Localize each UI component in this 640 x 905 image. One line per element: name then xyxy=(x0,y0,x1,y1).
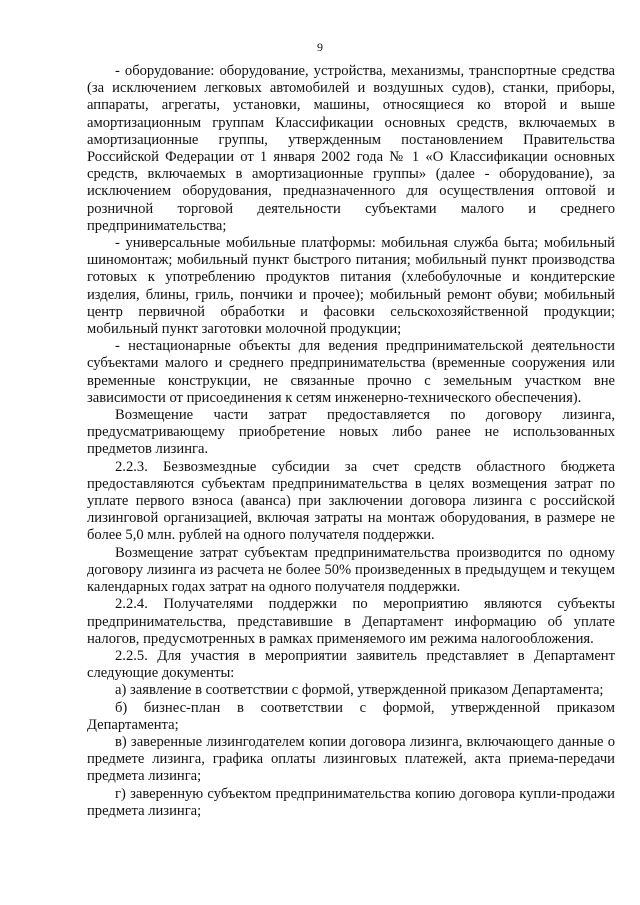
list-item-a: а) заявление в соответствии с формой, утвержденной приказом Департамента; xyxy=(115,682,604,699)
list-item-v: в) заверенные лизингодателем копии договора лизинга, включающего данные о предмете лизинга, графика оплаты лизинговых платежей, акта приема-передачи предмета лизинга; xyxy=(87,733,615,785)
paragraph-equipment: - оборудование: оборудование, устройства, механизмы, транспортные средства (за исключением легковых автомобилей и воздушных судов), станки, приборы, аппараты, агрегаты, установки, машины, относящиеся ко второй и выше амортизационным группам Классификации основных средств, включаемых в амортизационные группы, утвержденным постановлением Правительства Российской Федерации от 1 января 2002 года № 1 «О Классификации основных средств, включаемых в амортизационные группы» (далее - оборудование), за исключением оборудования, предназначенного для осуществления оптовой и розничной торговой деятельности субъектами малого и среднего предпринимательства; xyxy=(87,63,615,234)
list-item-b: б) бизнес-план в соответствии с формой, утвержденной приказом Департамента; xyxy=(87,699,615,733)
list-item-g: г) заверенную субъектом предпринимательства копию договора купли-продажи предмета лизинга; xyxy=(87,785,615,819)
paragraph-2-2-4: 2.2.4. Получателями поддержки по мероприятию являются субъекты предпринимательства, представившие в Департамент информацию об уплате налогов, предусмотренных в рамках применяемого им режима налогообложения. xyxy=(87,596,615,647)
paragraph-2-2-5: 2.2.5. Для участия в мероприятии заявитель представляет в Департамент следующие документы: xyxy=(87,647,615,682)
document-body xyxy=(87,63,615,820)
paragraph-nonstationary-objects: - нестационарные объекты для ведения предпринимательской деятельности субъектами малого и среднего предпринимательства (временные сооружения или временные конструкции, не связанные прочно с земельным участком вне зависимости от присоединения к сетям инженерно-технического обеспечения). xyxy=(87,338,615,406)
paragraph-mobile-platforms: - универсальные мобильные платформы: мобильная служба быта; мобильный шиномонтаж; мобильный пункт быстрого питания; мобильный пункт производства готовых к употреблению продуктов питания (хлебобулочные и кондитерские изделия, блины, гриль, пончики и прочее); мобильный ремонт обуви; мобильный центр первичной обработки и фасовки сельскохозяйственной продукции; мобильный пункт заготовки молочной продукции; xyxy=(87,235,615,338)
paragraph-reimbursement-limit: Возмещение затрат субъектам предпринимательства производится по одному договору лизинга из расчета не более 50% произведенных в предыдущем и текущем календарных годах затрат на одного получателя поддержки. xyxy=(87,544,615,596)
page-number: 9 xyxy=(317,40,323,54)
paragraph-reimbursement-conditions: Возмещение части затрат предоставляется по договору лизинга, предусматривающему приобретение новых либо ранее не использованных предметов лизинга. xyxy=(87,407,615,458)
paragraph-2-2-3: 2.2.3. Безвозмездные субсидии за счет средств областного бюджета предоставляются субъектам предпринимательства в целях возмещения затрат по уплате первого взноса (аванса) при заключении договора лизинга с российской лизинговой организацией, включая затраты на монтаж оборудования, в размере не более 5,0 млн. рублей на одного получателя поддержки. xyxy=(87,458,615,544)
